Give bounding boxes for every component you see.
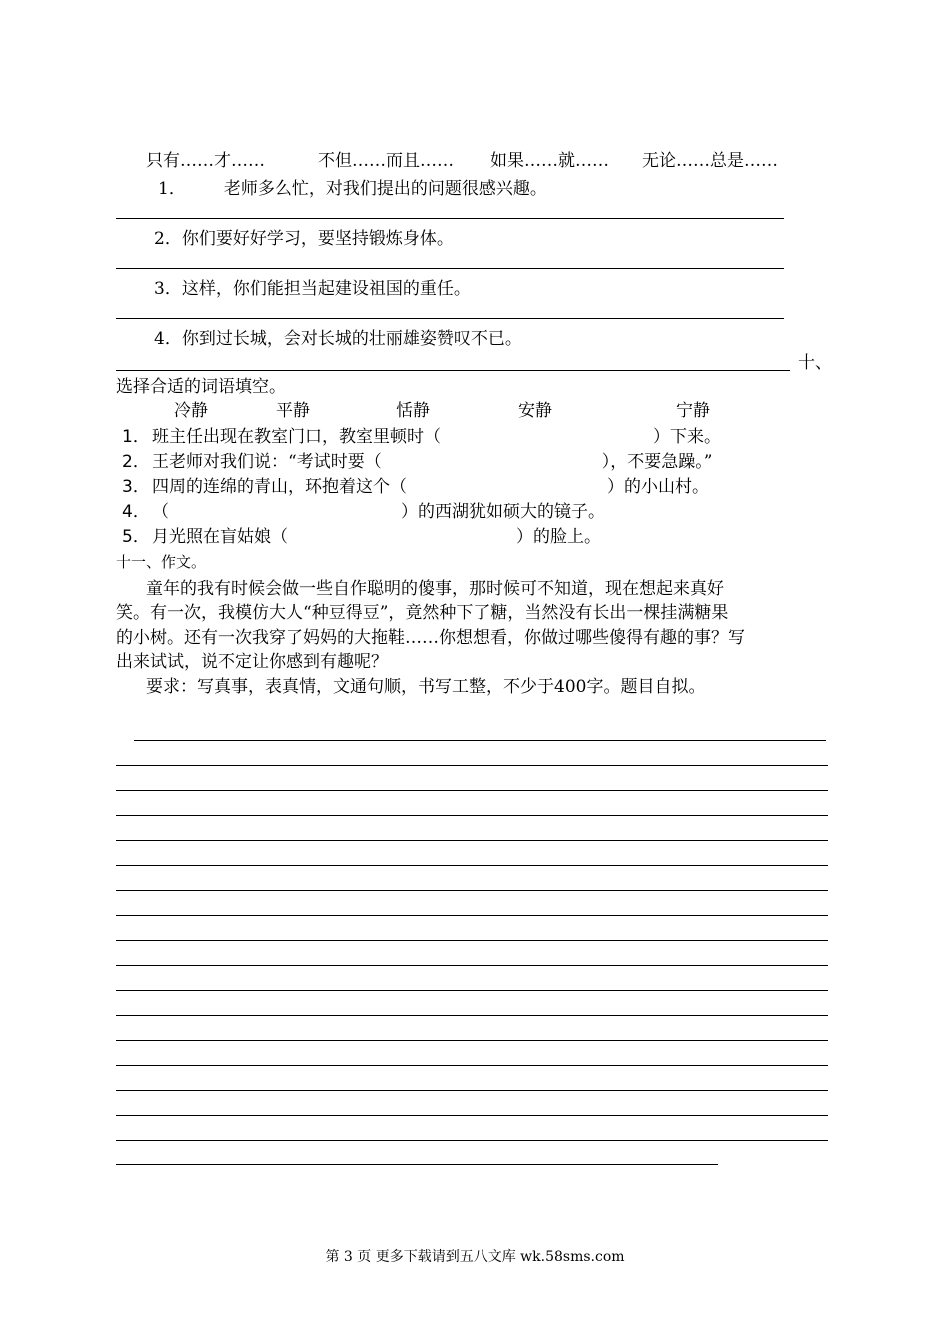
item-text: 这样，你们能担当起建设祖国的重任。: [181, 279, 471, 299]
item-text-before: 王老师对我们说：“考试时要（: [152, 452, 382, 472]
writing-line[interactable]: [116, 1065, 828, 1066]
word-option-5: 宁静: [676, 401, 710, 421]
item-text-before: （: [152, 502, 169, 522]
writing-line[interactable]: [116, 1115, 828, 1116]
writing-line[interactable]: [116, 865, 828, 866]
conjunction-2: 不但……而且……: [318, 151, 454, 171]
writing-line[interactable]: [116, 1090, 828, 1091]
item-number: 3．: [122, 477, 150, 497]
prompt-line-3: 的小树。还有一次我穿了妈妈的大拖鞋……你想想看，你做过哪些傻得有趣的事？写: [116, 628, 745, 648]
item-text: 你到过长城，会对长城的壮丽雄姿赞叹不已。: [181, 329, 522, 349]
rewrite-item-3: [154, 278, 471, 300]
writing-line[interactable]: [116, 840, 828, 841]
conjunction-4: 无论……总是……: [642, 151, 778, 171]
answer-line[interactable]: [116, 218, 784, 219]
item-text-after: ）的小山村。: [607, 477, 709, 497]
answer-line[interactable]: [116, 268, 784, 269]
item-text: 老师多么忙，对我们提出的问题很感兴趣。: [223, 179, 547, 199]
writing-line[interactable]: [116, 1015, 828, 1016]
word-option-2: 平静: [276, 401, 310, 421]
writing-line[interactable]: [116, 815, 828, 816]
rewrite-item-4: [154, 328, 522, 350]
fill-item-4: [122, 501, 605, 523]
writing-line[interactable]: [116, 940, 828, 941]
fill-item-1: [122, 426, 721, 448]
answer-line[interactable]: [116, 318, 784, 319]
item-number: 4．: [122, 502, 150, 522]
item-text-before: 月光照在盲姑娘（: [152, 527, 288, 547]
item-text-before: 四周的连绵的青山，环抱着这个（: [152, 477, 407, 497]
fill-item-3: [122, 476, 709, 498]
item-number: 2．: [122, 452, 150, 472]
item-number: 5．: [122, 527, 150, 547]
rewrite-item-2: [154, 228, 454, 250]
item-number: 1．: [158, 179, 186, 199]
writing-line[interactable]: [116, 890, 828, 891]
writing-line[interactable]: [116, 990, 828, 991]
item-text: 你们要好好学习，要坚持锻炼身体。: [181, 229, 454, 249]
answer-line[interactable]: [116, 370, 790, 371]
conjunction-3: 如果……就……: [490, 151, 609, 171]
rewrite-item-1: [158, 178, 547, 200]
item-text-after: ）的西湖犹如硕大的镜子。: [401, 502, 605, 522]
conjunction-1: 只有……才……: [146, 151, 265, 171]
writing-line[interactable]: [116, 1040, 828, 1041]
page-footer: 第 3 页 更多下载请到五八文库 wk.58sms.com: [325, 1249, 625, 1265]
writing-line[interactable]: [134, 740, 826, 741]
prompt-line-4: 出来试试，说不定让你感到有趣呢？: [116, 652, 388, 672]
item-text-after: ），不要急躁。”: [601, 452, 713, 472]
fill-item-5: [122, 526, 601, 548]
item-number: 4．: [154, 329, 182, 349]
word-option-1: 冷静: [174, 401, 208, 421]
item-number: 1．: [122, 427, 150, 447]
item-text-after: ）的脸上。: [516, 527, 601, 547]
writing-line[interactable]: [116, 765, 828, 766]
writing-line[interactable]: [116, 790, 828, 791]
fill-item-2: [122, 451, 712, 473]
item-number: 3．: [154, 279, 182, 299]
writing-line[interactable]: [116, 1164, 718, 1165]
essay-requirement: 要求：写真事，表真情，文通句顺，书写工整，不少于400字。题目自拟。: [146, 677, 706, 697]
writing-line[interactable]: [116, 1140, 828, 1141]
section10-heading: 选择合适的词语填空。: [116, 377, 286, 397]
word-option-3: 恬静: [396, 401, 430, 421]
item-number: 2．: [154, 229, 182, 249]
section11-heading: 十一、作文。: [116, 553, 207, 571]
item-text-before: 班主任出现在教室门口，教室里顿时（: [152, 427, 441, 447]
item-text-after: ）下来。: [653, 427, 721, 447]
prompt-line-2: 笑。有一次，我模仿大人“种豆得豆”，竟然种下了糖，当然没有长出一棵挂满糖果: [116, 603, 729, 623]
prompt-line-1: 童年的我有时候会做一些自作聪明的傻事，那时候可不知道，现在想起来真好: [146, 579, 724, 599]
section10-number: 十、: [798, 353, 832, 373]
word-option-4: 安静: [518, 401, 552, 421]
writing-line[interactable]: [116, 915, 828, 916]
writing-line[interactable]: [116, 965, 828, 966]
